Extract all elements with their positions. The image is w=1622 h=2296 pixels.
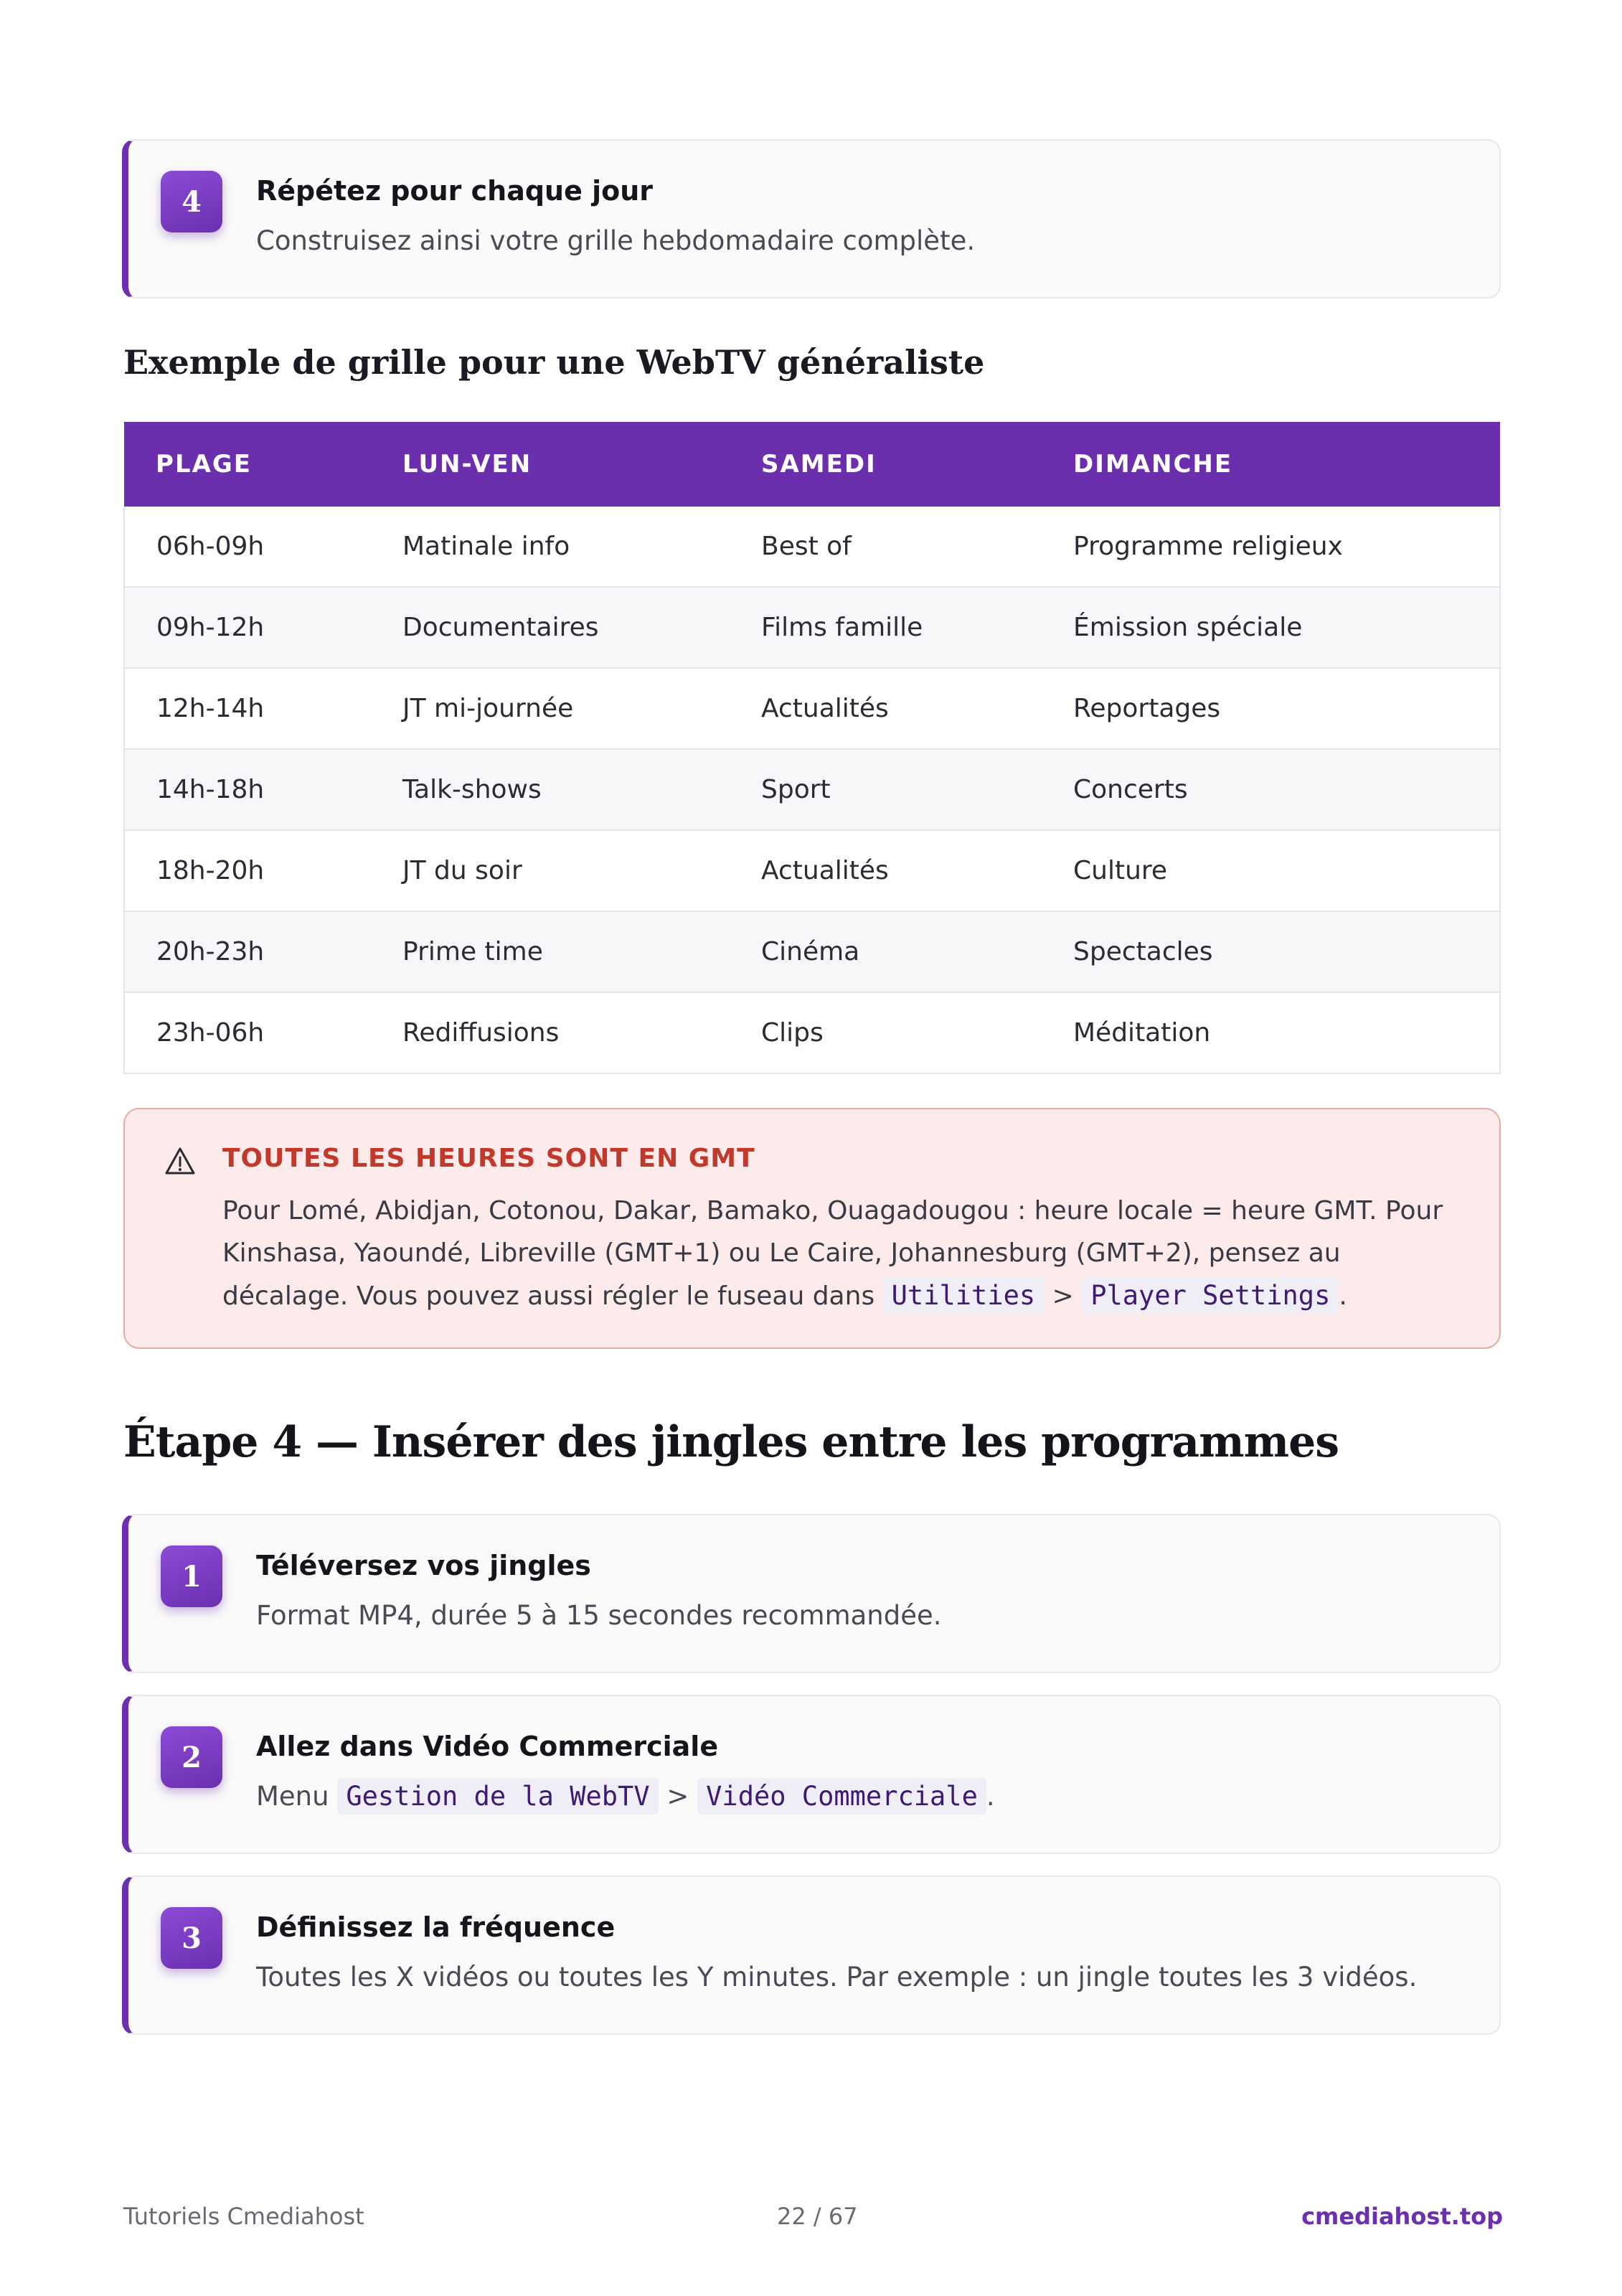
warning-text: Pour Lomé, Abidjan, Cotonou, Dakar, Bamako, Ouagadougou : heure locale = heure GMT. Pour Kinshasa, Yaoundé, Libreville (GMT+1) ou Le Caire, Johannesburg (GMT+2), pensez au décalage. Vous pouvez aussi régler le fuseau dans xyxy=(222,1196,1443,1311)
header-dimanche: DIMANCHE xyxy=(1042,422,1500,507)
table-cell: Reportages xyxy=(1042,668,1500,749)
step-title: Allez dans Vidéo Commerciale xyxy=(256,1731,719,1762)
table-row xyxy=(124,992,1500,1073)
code-player-settings: Player Settings xyxy=(1082,1277,1339,1314)
step-end: . xyxy=(986,1781,995,1812)
step-card-2 xyxy=(122,1695,1501,1854)
table-row xyxy=(124,587,1500,668)
gmt-warning-callout xyxy=(123,1108,1501,1349)
table-cell: Actualités xyxy=(730,830,1042,911)
table-cell: Prime time xyxy=(371,911,730,992)
step-number-badge: 4 xyxy=(161,171,222,232)
table-cell: Rediffusions xyxy=(371,992,730,1073)
menu-label: Menu xyxy=(256,1781,329,1812)
page-number: 22 / 67 xyxy=(777,2203,858,2230)
table-cell: Matinale info xyxy=(371,507,730,587)
grid-heading: Exemple de grille pour une WebTV généraliste xyxy=(123,343,985,382)
schedule-table xyxy=(123,422,1501,1074)
table-cell: 12h-14h xyxy=(124,668,371,749)
table-cell: Actualités xyxy=(730,668,1042,749)
step-title: Téléversez vos jingles xyxy=(256,1550,591,1581)
table-cell: Best of xyxy=(730,507,1042,587)
path-separator: > xyxy=(666,1781,689,1812)
step-description xyxy=(256,1781,995,1812)
table-cell: 20h-23h xyxy=(124,911,371,992)
table-cell: 06h-09h xyxy=(124,507,371,587)
table-cell: JT du soir xyxy=(371,830,730,911)
code-video-commerciale: Vidéo Commerciale xyxy=(697,1778,986,1815)
warning-title: TOUTES LES HEURES SONT EN GMT xyxy=(222,1144,755,1173)
section-heading: Étape 4 — Insérer des jingles entre les programmes xyxy=(123,1417,1339,1467)
code-gestion-webtv: Gestion de la WebTV xyxy=(337,1778,658,1815)
table-cell: Culture xyxy=(1042,830,1500,911)
step-number-badge: 3 xyxy=(161,1907,222,1969)
step-number-badge: 1 xyxy=(161,1545,222,1607)
table-cell: Documentaires xyxy=(371,587,730,668)
step-title: Répétez pour chaque jour xyxy=(256,175,654,207)
table-cell: Programme religieux xyxy=(1042,507,1500,587)
warning-body xyxy=(222,1190,1471,1317)
table-row xyxy=(124,668,1500,749)
code-utilities: Utilities xyxy=(883,1277,1044,1314)
table-cell: Clips xyxy=(730,992,1042,1073)
table-cell: 23h-06h xyxy=(124,992,371,1073)
table-row xyxy=(124,830,1500,911)
step-card-1 xyxy=(122,1514,1501,1673)
table-cell: Talk-shows xyxy=(371,749,730,830)
table-row xyxy=(124,507,1500,587)
table-cell: JT mi-journée xyxy=(371,668,730,749)
path-separator: > xyxy=(1052,1281,1074,1311)
footer-source: Tutoriels Cmediahost xyxy=(123,2203,364,2230)
warning-triangle-icon xyxy=(164,1147,196,1175)
table-cell: Sport xyxy=(730,749,1042,830)
table-cell: Émission spéciale xyxy=(1042,587,1500,668)
step-title: Définissez la fréquence xyxy=(256,1911,616,1943)
header-samedi: SAMEDI xyxy=(730,422,1042,507)
table-cell: 14h-18h xyxy=(124,749,371,830)
step-description: Format MP4, durée 5 à 15 secondes recommandée. xyxy=(256,1600,942,1631)
table-row xyxy=(124,911,1500,992)
table-cell: Concerts xyxy=(1042,749,1500,830)
header-plage: PLAGE xyxy=(124,422,371,507)
footer-site-link[interactable]: cmediahost.top xyxy=(1301,2203,1503,2230)
table-cell: Méditation xyxy=(1042,992,1500,1073)
step-number-badge: 2 xyxy=(161,1726,222,1788)
table-row xyxy=(124,749,1500,830)
header-lun-ven: LUN-VEN xyxy=(371,422,730,507)
warning-end: . xyxy=(1339,1281,1347,1311)
table-cell: Films famille xyxy=(730,587,1042,668)
table-cell: Cinéma xyxy=(730,911,1042,992)
table-cell: 09h-12h xyxy=(124,587,371,668)
table-cell: Spectacles xyxy=(1042,911,1500,992)
step-card-3 xyxy=(122,1876,1501,2035)
step-description: Toutes les X vidéos ou toutes les Y minutes. Par exemple : un jingle toutes les 3 vidéos. xyxy=(256,1962,1418,1992)
step-description: Construisez ainsi votre grille hebdomadaire complète. xyxy=(256,225,976,256)
table-cell: 18h-20h xyxy=(124,830,371,911)
table-header-row xyxy=(124,422,1500,507)
step-card-4 xyxy=(122,139,1501,298)
